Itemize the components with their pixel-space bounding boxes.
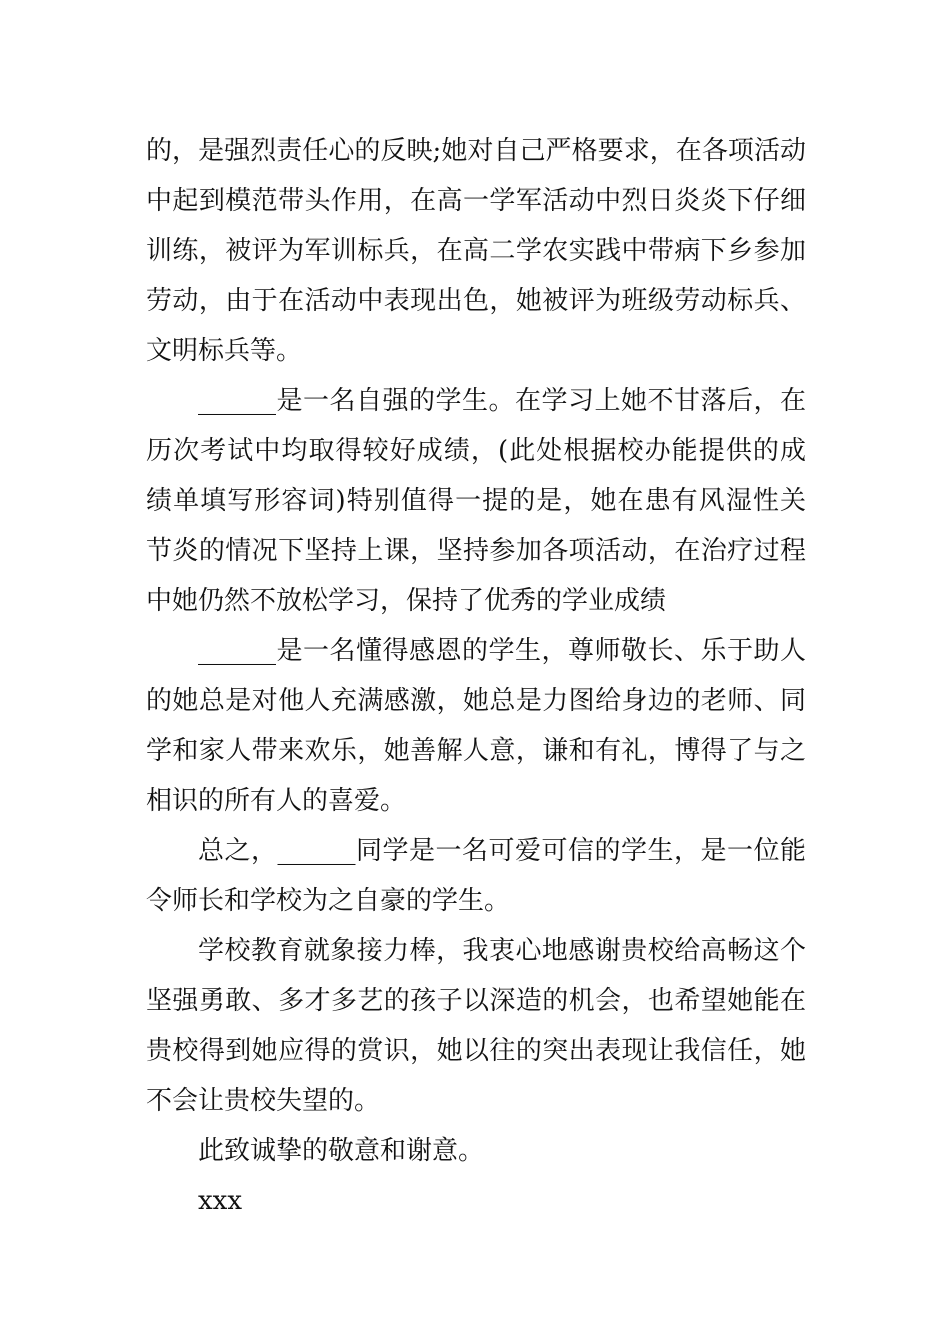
paragraph-summary: 总之，______同学是一名可爱可信的学生，是一位能令师长和学校为之自豪的学生。: [146, 836, 806, 916]
paragraph-self-reliance: ______是一名自强的学生。在学习上她不甘落后，在历次考试中均取得较好成绩，(此处根据校办能提供的成绩单填写形容词)特别值得一提的是，她在患有风湿性关节炎的情况下坚持上课，坚持参加各项活动，在治疗过程中她仍然不放松学习，保持了优秀的学业成绩: [146, 386, 806, 616]
paragraph-recommendation: 学校教育就象接力棒，我衷心地感谢贵校给高畅这个坚强勇敢、多才多艺的孩子以深造的机会，也希望她能在贵校得到她应得的赏识，她以往的突出表现让我信任，她不会让贵校失望的。: [146, 936, 806, 1116]
signature: xxx: [198, 1186, 242, 1216]
letter-body: [146, 126, 806, 1226]
paragraph-continuation: 的，是强烈责任心的反映;她对自己严格要求，在各项活动中起到模范带头作用，在高一学军活动中烈日炎炎下仔细训练，被评为军训标兵，在高二学农实践中带病下乡参加劳动，由于在活动中表现出色，她被评为班级劳动标兵、文明标兵等。: [146, 136, 806, 366]
paragraph-gratitude: ______是一名懂得感恩的学生，尊师敬长、乐于助人的她总是对他人充满感激，她总是力图给身边的老师、同学和家人带来欢乐，她善解人意，谦和有礼，博得了与之相识的所有人的喜爱。: [146, 636, 806, 816]
paragraph-closing: 此致诚挚的敬意和谢意。: [198, 1136, 485, 1166]
